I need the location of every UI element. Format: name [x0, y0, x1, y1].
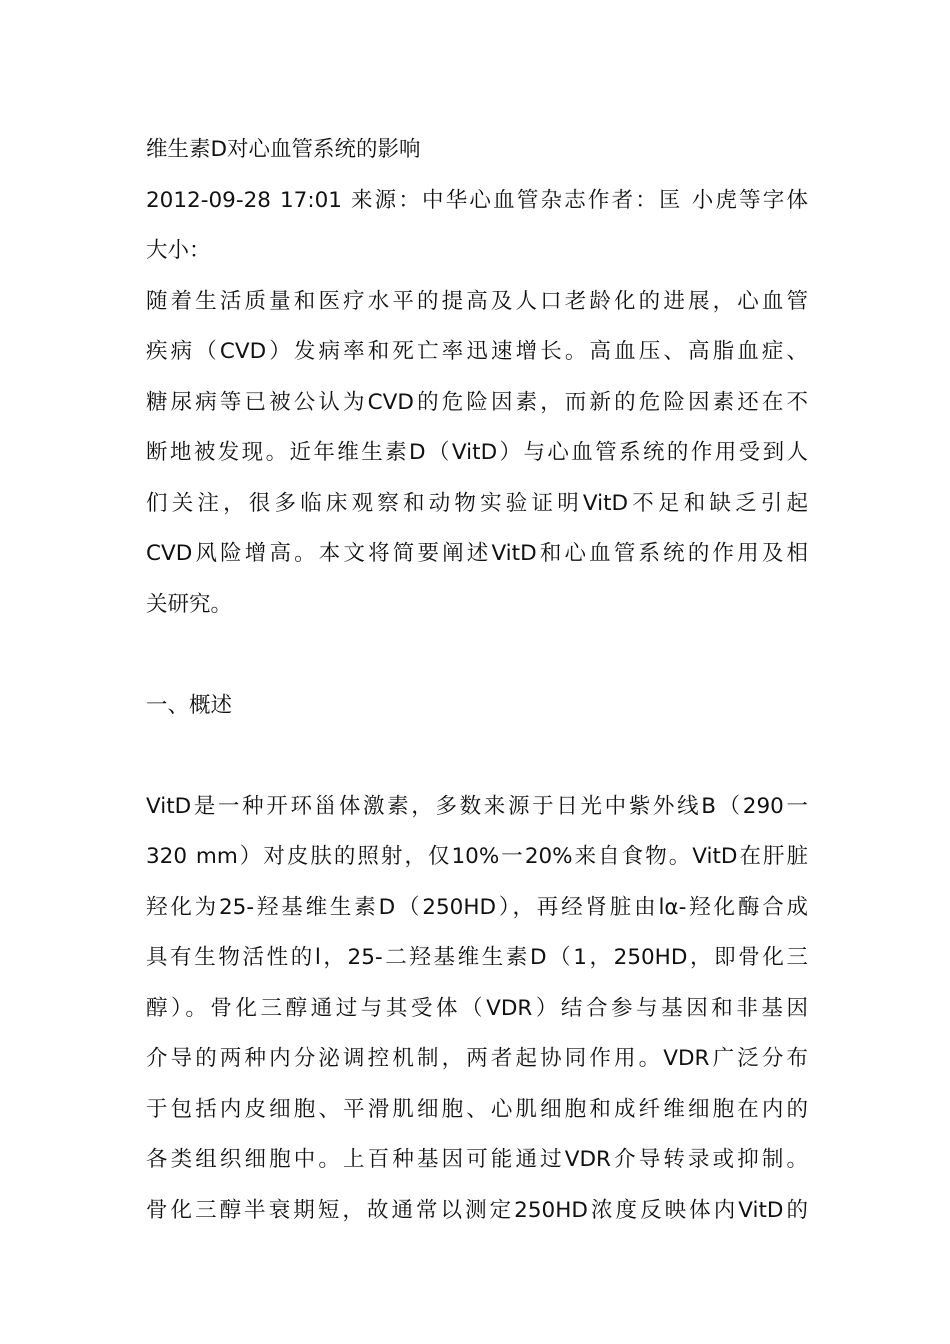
section-heading-overview: 一、概述 — [146, 692, 233, 718]
intro-line: 断地被发现。近年维生素D（VitD）与心血管系统的作用受到人 — [146, 440, 808, 465]
overview-line: VitD是一种开环甾体激素，多数来源于日光中紫外线B（290一 — [146, 793, 808, 819]
overview-line: 羟化为25-羟基维生素D（250HD），再经肾脏由lα-羟化酶合成 — [146, 894, 808, 920]
overview-line: 介导的两种内分泌调控机制，两者起协同作用。VDR广泛分布 — [146, 1046, 808, 1071]
overview-line: 各类组织细胞中。上百种基因可能通过VDR介导转录或抑制。 — [146, 1147, 808, 1172]
paragraph-gap — [146, 630, 808, 681]
article-meta-line-2: 大小： — [146, 238, 211, 263]
overview-line: 醇）。骨化三醇通过与其受体（VDR）结合参与基因和非基因 — [146, 995, 808, 1021]
intro-line: 糖尿病等已被公认为CVD的危险因素，而新的危险因素还在不 — [146, 389, 808, 415]
article-meta-line-1: 2012-09-28 17:01 来源：中华心血管杂志作者：匡 小虎等字体 — [146, 187, 808, 213]
overview-line: 具有生物活性的l，25-二羟基维生素D（1，250HD，即骨化三 — [146, 945, 808, 970]
document-page — [146, 125, 808, 1236]
overview-line: 于包括内皮细胞、平滑肌细胞、心肌细胞和成纤维细胞在内的 — [146, 1096, 808, 1122]
intro-line: 关研究。 — [146, 591, 233, 617]
intro-line: 们关注，很多临床观察和动物实验证明VitD不足和缺乏引起 — [146, 490, 808, 516]
overview-line: 320 mm）对皮肤的照射，仅10%一20%来自食物。VitD在肝脏 — [146, 844, 808, 869]
intro-line: 随着生活质量和医疗水平的提高及人口老龄化的进展，心血管 — [146, 288, 808, 314]
intro-line: 疾病（CVD）发病率和死亡率迅速增长。高血压、高脂血症、 — [146, 339, 808, 364]
intro-line: CVD风险增高。本文将简要阐述VitD和心血管系统的作用及相 — [146, 541, 808, 566]
article-title: 维生素D对心血管系统的影响 — [146, 137, 421, 162]
overview-line: 骨化三醇半衰期短，故通常以测定250HD浓度反映体内VitD的 — [146, 1197, 808, 1223]
paragraph-gap — [146, 731, 808, 782]
